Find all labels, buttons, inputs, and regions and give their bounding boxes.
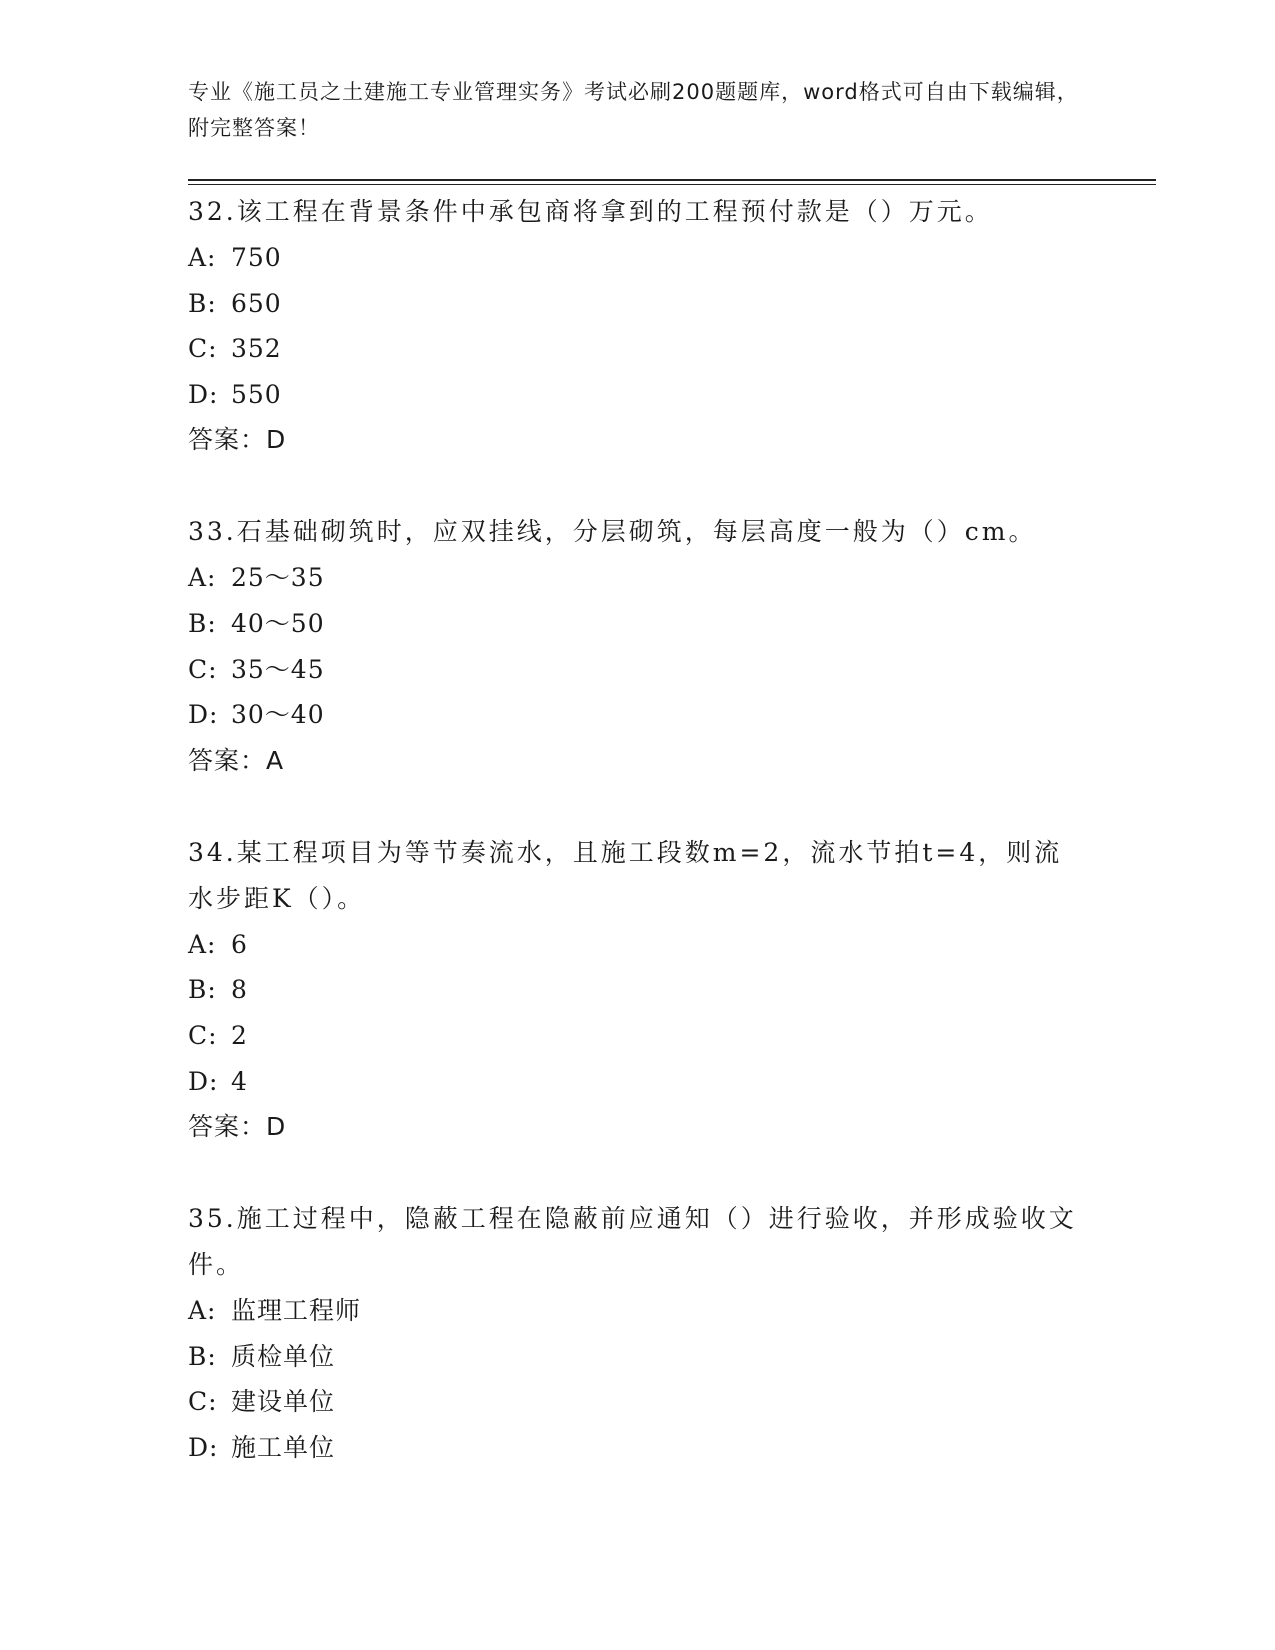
option-c	[188, 326, 1088, 372]
option-d	[188, 1425, 1088, 1471]
option-d	[188, 692, 1088, 738]
question-34	[188, 830, 1088, 1150]
option-text: 352	[231, 334, 282, 364]
document-header: 专业《施工员之土建施工专业管理实务》考试必刷200题题库，word格式可自由下载编辑，附完整答案！	[188, 80, 1079, 140]
question-stem: 33.石基础砌筑时，应双挂线，分层砌筑，每层高度一般为（）cm。	[188, 517, 1037, 547]
option-text: 40～50	[231, 608, 325, 638]
option-a	[188, 922, 1088, 968]
answer-line: 答案：D	[188, 425, 287, 455]
option-letter: B:	[188, 1341, 217, 1371]
option-a	[188, 555, 1088, 601]
option-text: 2	[231, 1020, 248, 1050]
option-letter: C:	[188, 1020, 218, 1050]
question-32	[188, 189, 1088, 463]
question-stem: 32.该工程在背景条件中承包商将拿到的工程预付款是（）万元。	[188, 197, 993, 226]
option-text: 30～40	[231, 700, 325, 730]
option-c	[188, 647, 1088, 693]
header-divider-thick	[188, 179, 1156, 181]
option-b	[188, 281, 1088, 327]
option-text: 650	[231, 288, 282, 318]
option-letter: C:	[188, 654, 218, 684]
answer-line: 答案：D	[188, 1112, 287, 1142]
option-letter: D:	[188, 1432, 219, 1462]
option-text: 质检单位	[231, 1341, 336, 1371]
option-c	[188, 1379, 1088, 1425]
header-divider-thin	[188, 184, 1156, 185]
option-text: 4	[231, 1066, 248, 1096]
option-c	[188, 1013, 1088, 1059]
option-a	[188, 1288, 1088, 1334]
question-list	[188, 189, 1088, 1517]
option-letter: C:	[188, 1387, 218, 1417]
option-text: 6	[231, 929, 248, 959]
option-letter: A:	[188, 243, 217, 272]
option-text: 35～45	[231, 654, 325, 684]
option-text: 750	[231, 243, 282, 272]
option-a	[188, 235, 1088, 281]
option-text: 建设单位	[231, 1387, 336, 1417]
option-letter: B:	[188, 288, 217, 318]
answer-line: 答案：A	[188, 745, 285, 775]
option-letter: B:	[188, 975, 217, 1005]
option-b	[188, 1334, 1088, 1380]
question-stem: 34.某工程项目为等节奏流水，且施工段数m=2，流水节拍t=4，则流水步距K（）。	[188, 837, 1063, 913]
option-letter: C:	[188, 334, 218, 364]
question-33	[188, 509, 1088, 783]
option-letter: B:	[188, 608, 217, 638]
option-letter: A:	[188, 1296, 217, 1326]
question-stem: 35.施工过程中，隐蔽工程在隐蔽前应通知（）进行验收，并形成验收文件。	[188, 1204, 1077, 1280]
option-letter: A:	[188, 929, 217, 959]
option-letter: D:	[188, 700, 219, 730]
option-text: 监理工程师	[231, 1296, 362, 1326]
question-35	[188, 1196, 1088, 1470]
option-text: 550	[231, 379, 282, 409]
option-letter: D:	[188, 1066, 219, 1096]
option-letter: A:	[188, 563, 217, 593]
option-b	[188, 601, 1088, 647]
option-d	[188, 372, 1088, 418]
option-b	[188, 967, 1088, 1013]
option-letter: D:	[188, 379, 219, 409]
option-text: 8	[231, 975, 248, 1005]
option-text: 25～35	[231, 563, 325, 593]
option-text: 施工单位	[231, 1432, 336, 1462]
option-d	[188, 1059, 1088, 1105]
